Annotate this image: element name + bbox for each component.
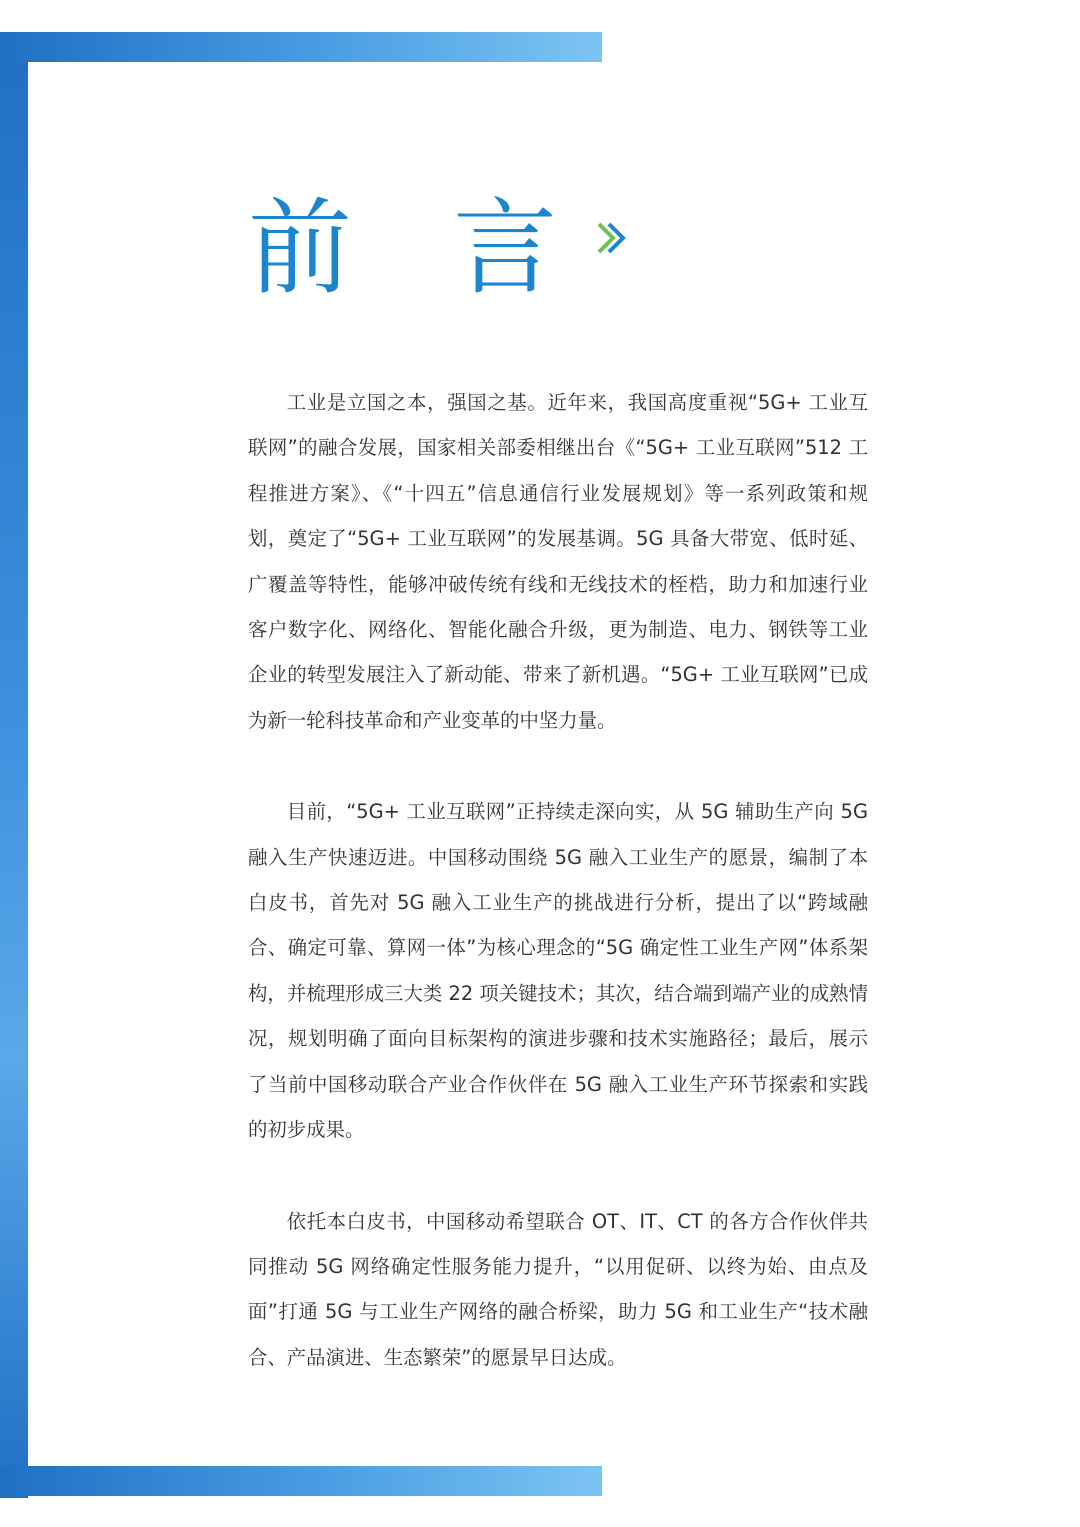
frame-left-bar bbox=[0, 32, 28, 1498]
body-text bbox=[248, 380, 868, 1426]
frame-top-bar bbox=[0, 32, 602, 62]
page-title: 前 言 bbox=[248, 187, 592, 309]
paragraph-2: 目前，“5G+ 工业互联网”正持续走深向实，从 5G 辅助生产向 5G 融入生产快速迈进。中国移动围绕 5G 融入工业生产的愿景，编制了本白皮书，首先对 5G 融入工业生产的挑战进行分析，提出了以“跨域融合、确定可靠、算网一体”为核心理念的“5G 确定性工业生产网”体系架构，并梳理形成三大类 22 项关键技术；其次，结合端到端产业的成熟情况，规划明确了面向目标架构的演进步骤和技术实施路径；最后，展示了当前中国移动联合产业合作伙伴在 5G 融入工业生产环节探索和实践的初步成果。 bbox=[248, 800, 868, 1142]
paragraph-1: 工业是立国之本，强国之基。近年来，我国高度重视“5G+ 工业互联网”的融合发展，国家相关部委相继出台《“5G+ 工业互联网”512 工程推进方案》、《“十四五”信息通信行业发展规划》等一系列政策和规划，奠定了“5G+ 工业互联网”的发展基调。5G 具备大带宽、低时延、广覆盖等特性，能够冲破传统有线和无线技术的桎梏，助力和加速行业客户数字化、网络化、智能化融合升级，更为制造、电力、钢铁等工业企业的转型发展注入了新动能、带来了新机遇。“5G+ 工业互联网”已成为新一轮科技革命和产业变革的中坚力量。 bbox=[248, 391, 868, 732]
frame-bottom-bar bbox=[0, 1466, 602, 1496]
double-chevron-right-icon bbox=[593, 218, 633, 258]
paragraph-3: 依托本白皮书，中国移动希望联合 OT、IT、CT 的各方合作伙伴共同推动 5G 网络确定性服务能力提升，“以用促研、以终为始、由点及面”打通 5G 与工业生产网络的融合桥梁，助力 5G 和工业生产“技术融合、产品演进、生态繁荣”的愿景早日达成。 bbox=[248, 1209, 868, 1369]
title-block bbox=[248, 187, 633, 309]
